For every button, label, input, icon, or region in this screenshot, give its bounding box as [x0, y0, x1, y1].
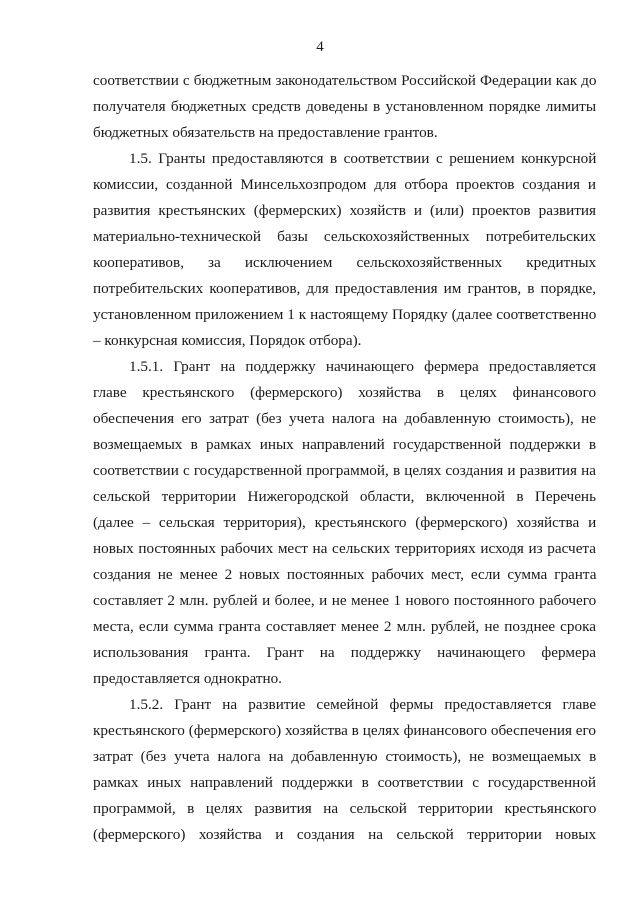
text-line: комиссии, созданной Минсельхозпродом для отбора проектов создания и [93, 176, 596, 193]
text-line: новых постоянных рабочих мест на сельских территориях исходя из расчета [93, 540, 596, 557]
text-line: соответствии с государственной программой, в целях создания и развития на [93, 462, 596, 479]
document-body [93, 68, 596, 848]
text-line: места, если сумма гранта составляет менее 2 млн. рублей, не позднее срока [93, 618, 596, 635]
paragraph-continuation [93, 68, 596, 146]
text-line: сельской территории Нижегородской области, включенной в Перечень [93, 488, 596, 505]
paragraph-1-5-2 [93, 692, 596, 848]
paragraph-1-5 [93, 146, 596, 354]
text-line: рамках иных направлений поддержки в соответствии с государственной [93, 774, 596, 791]
text-line: 1.5. Гранты предоставляются в соответствии с решением конкурсной [129, 150, 597, 167]
text-line: 1.5.2. Грант на развитие семейной фермы предоставляется главе [129, 696, 597, 713]
text-line: развития крестьянских (фермерских) хозяйств и (или) проектов развития [93, 202, 596, 219]
text-line: установленном приложением 1 к настоящему Порядку (далее соответственно [93, 306, 597, 323]
text-line: составляет 2 млн. рублей и более, и не менее 1 нового постоянного рабочего [93, 592, 597, 609]
text-line: главе крестьянского (фермерского) хозяйства в целях финансового [93, 384, 597, 401]
text-line: программой, в целях развития на сельской территории крестьянского [93, 800, 597, 817]
text-line: получателя бюджетных средств доведены в установленном порядке лимиты [93, 98, 597, 115]
text-line: – конкурсная комиссия, Порядок отбора). [93, 332, 362, 349]
text-line: предоставляется однократно. [93, 670, 282, 687]
text-line: затрат (без учета налога на добавленную стоимость), не возмещаемых в [93, 748, 597, 765]
text-line: материально-технической базы сельскохозяйственных потребительских [93, 228, 596, 245]
text-line: бюджетных обязательств на предоставление грантов. [93, 124, 438, 141]
text-line: соответствии с бюджетным законодательством Российской Федерации как до [93, 72, 597, 89]
text-line: крестьянского (фермерского) хозяйства в целях финансового обеспечения его [93, 722, 596, 739]
text-line: возмещаемых в рамках иных направлений государственной поддержки в [93, 436, 596, 453]
text-line: потребительских кооперативов, для предоставления им грантов, в порядке, [93, 280, 597, 297]
paragraph-1-5-1 [93, 354, 596, 692]
text-line: (далее – сельская территория), крестьянского (фермерского) хозяйства и [93, 514, 597, 531]
page-number: 4 [316, 39, 324, 55]
text-line: использования гранта. Грант на поддержку начинающего фермера [93, 644, 597, 661]
text-line: обеспечения его затрат (без учета налога на добавленную стоимость), не [93, 410, 597, 427]
text-line: 1.5.1. Грант на поддержку начинающего фермера предоставляется [129, 358, 596, 375]
text-line: (фермерского) хозяйства и создания на сельской территории новых [93, 826, 597, 843]
text-line: кооперативов, за исключением сельскохозяйственных кредитных [93, 254, 597, 271]
text-line: создания не менее 2 новых постоянных рабочих мест, если сумма гранта [93, 566, 597, 583]
